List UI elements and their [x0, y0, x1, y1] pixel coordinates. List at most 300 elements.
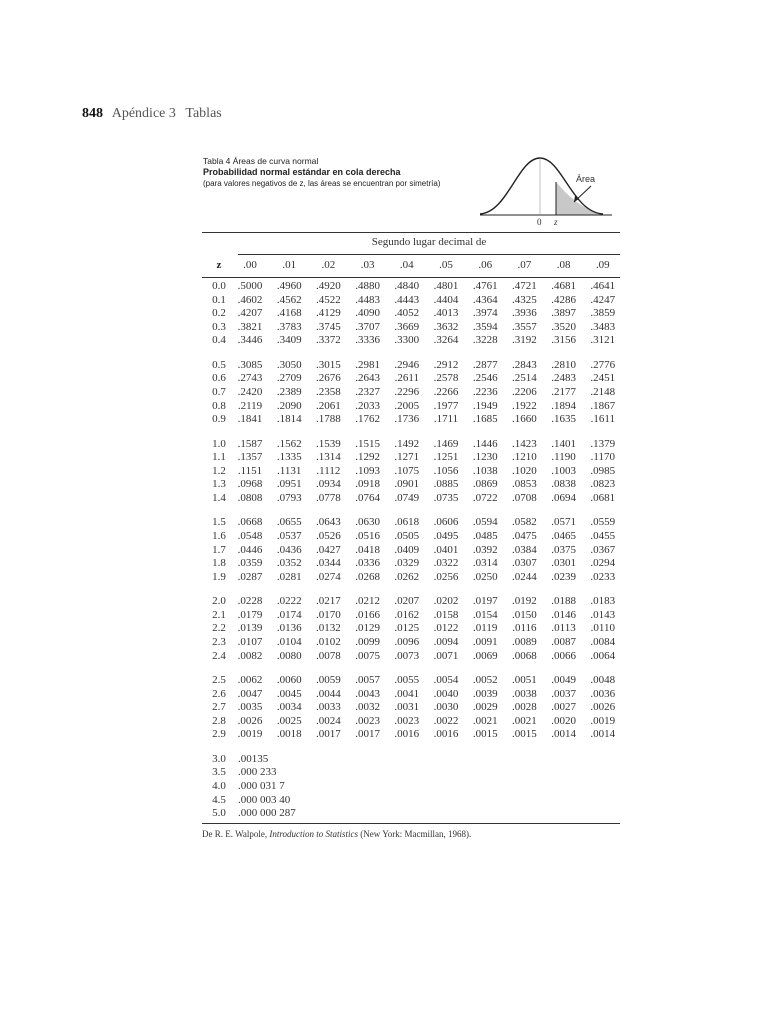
table-cell: .0084 [590, 636, 616, 648]
table-cell: .0808 [237, 492, 263, 504]
table-cell: .0256 [433, 570, 459, 583]
zero-label: 0 [537, 217, 542, 227]
table-cell: .0044 [316, 687, 341, 700]
column-header: .06 [478, 259, 493, 271]
caption-line-1: Tabla 4 Áreas de curva normal [203, 156, 319, 166]
z-value: 1.0 [212, 437, 226, 450]
table-cell: .1922 [512, 399, 537, 412]
table-cell: .0409 [394, 543, 420, 556]
table-cell: .0162 [394, 608, 420, 621]
table-cell: .0344 [316, 557, 341, 570]
table-top-rule [202, 232, 620, 233]
table-cell: .0022 [433, 714, 459, 727]
z-value: 0.9 [212, 413, 226, 426]
table-cell: .4129 [316, 307, 341, 320]
table-cell: .0102 [316, 636, 341, 648]
table-cell: .0250 [472, 570, 498, 583]
table-cell: .1210 [512, 451, 537, 464]
table-cell: .0054 [433, 674, 459, 686]
table-cell: .0154 [472, 608, 498, 621]
table-cell: .2877 [472, 358, 498, 371]
table-cell: .1867 [590, 399, 616, 412]
caption-line-2: Probabilidad normal estándar en cola derecha [203, 167, 401, 177]
table-cell: .0094 [433, 636, 459, 648]
table-cell: .0027 [551, 701, 576, 714]
z-value: 0.4 [212, 334, 226, 347]
table-cell: .0217 [316, 595, 341, 608]
table-cell: .0031 [394, 701, 420, 714]
table-cell: .4920 [316, 280, 341, 292]
table-cell: .0030 [433, 701, 459, 714]
table-cell: .0239 [551, 570, 576, 583]
table-cell: .0089 [512, 636, 537, 648]
table-cell: .0968 [237, 478, 263, 491]
table-cell: .4522 [316, 293, 341, 306]
table-cell: .1401 [551, 437, 576, 450]
caption-line-3: (para valores negativos de z, las áreas se encuentran por simetría) [203, 179, 441, 188]
table-cell: .0287 [237, 570, 263, 583]
table-cell: .1977 [433, 399, 459, 412]
table-cell: .0073 [394, 649, 420, 662]
table-cell: .3483 [590, 320, 616, 333]
table-cell: .1251 [433, 451, 459, 464]
extended-value: .000 000 287 [238, 807, 296, 820]
table-cell: .1469 [433, 437, 459, 450]
z-value: 0.8 [212, 399, 226, 412]
z-value: 1.1 [212, 451, 226, 464]
column-header-rule [202, 277, 620, 278]
table-cell: .3859 [590, 307, 616, 320]
table-cell: .0228 [237, 595, 263, 608]
table-cell: .0212 [355, 595, 380, 608]
table-cell: .0139 [237, 622, 263, 635]
table-cell: .0392 [472, 543, 498, 556]
table-cell: .0014 [590, 728, 616, 741]
table-cell: .1841 [237, 413, 263, 426]
table-cell: .2148 [590, 386, 616, 398]
table-cell: .1423 [512, 437, 537, 450]
table-cell: .0901 [394, 478, 420, 491]
table-cell: .0778 [316, 492, 341, 504]
table-cell: .1446 [472, 437, 498, 450]
table-cell: .4761 [472, 280, 498, 292]
table-cell: .0107 [237, 636, 263, 648]
table-cell: .3783 [276, 320, 302, 333]
table-cell: .2946 [394, 358, 420, 371]
table-cell: .0055 [394, 674, 420, 686]
table-cell: .1335 [276, 451, 302, 464]
table-cell: .0934 [316, 478, 341, 491]
table-cell: .2483 [551, 372, 576, 385]
table-cell: .0146 [551, 608, 576, 621]
table-cell: .0028 [512, 701, 537, 714]
table-cell: .4247 [590, 293, 616, 306]
table-cell: .0495 [433, 530, 459, 542]
z-value: 0.3 [212, 320, 226, 333]
normal-curve-figure [478, 150, 618, 230]
table-cell: .4840 [394, 280, 420, 292]
table-cell: .1075 [394, 464, 420, 477]
table-cell: .0059 [316, 674, 341, 686]
table-cell: .2810 [551, 358, 576, 371]
table-cell: .2327 [355, 386, 380, 398]
z-value: 0.6 [212, 372, 226, 385]
table-cell: .0116 [512, 622, 537, 635]
table-cell: .0367 [590, 543, 616, 556]
table-cell: .0475 [512, 530, 537, 542]
table-cell: .0021 [512, 714, 537, 727]
table-cell: .0125 [394, 622, 420, 635]
z-value: 1.9 [212, 570, 226, 583]
table-cell: .0015 [512, 728, 537, 741]
table-cell: .3121 [590, 334, 616, 347]
z-column-header: z [216, 259, 222, 271]
table-cell: .0694 [551, 492, 576, 504]
table-cell: .3669 [394, 320, 420, 333]
table-cell: .0594 [472, 516, 498, 529]
table-cell: .0294 [590, 557, 616, 570]
table-cell: .0026 [237, 714, 263, 727]
table-cell: .0485 [472, 530, 498, 542]
table-cell: .4443 [394, 293, 420, 306]
page-number: 848 [82, 106, 103, 121]
table-cell: .0446 [237, 543, 263, 556]
table-cell: .3156 [551, 334, 576, 347]
z-value: 2.2 [212, 622, 226, 635]
table-cell: .0418 [355, 543, 380, 556]
table-cell: .0104 [276, 636, 302, 648]
table-cell: .2296 [394, 386, 420, 398]
table-cell: .0618 [394, 516, 420, 529]
table-cell: .0526 [316, 530, 341, 542]
table-cell: .0793 [276, 492, 302, 504]
table-cell: .0643 [316, 516, 341, 529]
table-cell: .0166 [355, 608, 380, 621]
table-cell: .0143 [590, 608, 616, 621]
table-cell: .1587 [237, 437, 263, 450]
table-cell: .2743 [237, 372, 263, 385]
table-cell: .0606 [433, 516, 459, 529]
table-cell: .0099 [355, 636, 380, 648]
table-cell: .0207 [394, 595, 420, 608]
table-cell: .3974 [472, 307, 498, 320]
table-cell: .0188 [551, 595, 576, 608]
table-cell: .0359 [237, 557, 263, 570]
table-cell: .0174 [276, 608, 302, 621]
table-cell: .0202 [433, 595, 459, 608]
z-value: 2.7 [212, 701, 226, 714]
z-value: 2.3 [212, 636, 226, 648]
table-cell: .0060 [276, 674, 302, 686]
table-cell: .0749 [394, 492, 420, 504]
table-cell: .0036 [590, 687, 616, 700]
table-cell: .2061 [316, 399, 341, 412]
z-value: 2.9 [212, 728, 226, 741]
table-cell: .0505 [394, 530, 420, 542]
table-cell: .0262 [394, 570, 420, 583]
table-cell: .0132 [316, 622, 341, 635]
table-cell: .0122 [433, 622, 459, 635]
table-cell: .4325 [512, 293, 537, 306]
table-cell: .0029 [472, 701, 498, 714]
table-cell: .0057 [355, 674, 380, 686]
table-cell: .0066 [551, 649, 576, 662]
table-cell: .4013 [433, 307, 459, 320]
table-cell: .2177 [551, 386, 576, 398]
table-bottom-rule [202, 823, 620, 824]
table-cell: .3336 [355, 334, 380, 347]
table-cell: .1379 [590, 437, 616, 450]
table-cell: .1788 [316, 413, 341, 426]
table-cell: .0401 [433, 543, 459, 556]
table-cell: .5000 [237, 280, 263, 292]
z-value: 2.8 [212, 714, 226, 727]
z-value: 0.7 [212, 386, 226, 398]
table-cell: .0119 [473, 622, 498, 635]
table-cell: .1170 [590, 451, 615, 464]
table-cell: .0233 [590, 570, 616, 583]
table-cell: .4207 [237, 307, 263, 320]
table-cell: .0051 [512, 674, 537, 686]
table-cell: .0136 [276, 622, 302, 635]
z-value: 5.0 [212, 807, 226, 820]
table-cell: .0301 [551, 557, 576, 570]
z-value: 3.0 [212, 752, 226, 765]
bell-curve [480, 158, 603, 214]
table-cell: .1151 [237, 464, 263, 477]
z-value: 0.0 [212, 280, 226, 292]
table-cell: .0436 [276, 543, 302, 556]
table-cell: .2236 [472, 386, 498, 398]
z-value: 0.2 [212, 307, 226, 320]
z-value: 1.8 [212, 557, 226, 570]
extended-value: .000 031 7 [238, 780, 285, 792]
table-cell: .2676 [316, 372, 341, 385]
table-cell: .3632 [433, 320, 459, 333]
table-cell: .1131 [277, 464, 302, 477]
table-cell: .0329 [394, 557, 420, 570]
table-cell: .2709 [276, 372, 302, 385]
table-cell: .0113 [551, 622, 576, 635]
table-cell: .1660 [512, 413, 537, 426]
table-cell: .4364 [472, 293, 498, 306]
table-cell: .0096 [394, 636, 420, 648]
table-cell: .0375 [551, 543, 576, 556]
table-cell: .0016 [394, 728, 420, 741]
z-value: 1.6 [212, 530, 226, 542]
table-cell: .2090 [276, 399, 302, 412]
table-cell: .0764 [355, 492, 380, 504]
table-cell: .3557 [512, 320, 537, 333]
table-cell: .0026 [590, 701, 616, 714]
table-cell: .0281 [276, 570, 302, 583]
table-cell: .0384 [512, 543, 537, 556]
table-cell: .0033 [316, 701, 341, 714]
table-cell: .1736 [394, 413, 420, 426]
table-cell: .0019 [237, 728, 263, 741]
table-cell: .3594 [472, 320, 498, 333]
table-cell: .0668 [237, 516, 263, 529]
table-cell: .4602 [237, 293, 263, 306]
table-cell: .0885 [433, 478, 459, 491]
table-cell: .0548 [237, 530, 263, 542]
table-cell: .0062 [237, 674, 263, 686]
table-cell: .0078 [316, 649, 341, 662]
table-cell: .3300 [394, 334, 420, 347]
table-cell: .2611 [394, 372, 419, 385]
table-cell: .2358 [316, 386, 341, 398]
table-cell: .4052 [394, 307, 420, 320]
table-cell: .1038 [472, 464, 498, 477]
table-cell: .0069 [472, 649, 498, 662]
z-value: 4.5 [212, 793, 226, 806]
table-cell: .1003 [551, 464, 576, 477]
table-cell: .3264 [433, 334, 459, 347]
source-suffix: (New York: Macmillan, 1968). [358, 829, 472, 839]
table-cell: .0571 [551, 516, 576, 529]
table-cell: .0465 [551, 530, 576, 542]
table-cell: .0853 [512, 478, 537, 491]
table-cell: .4801 [433, 280, 459, 292]
table-cell: .0037 [551, 687, 576, 700]
table-cell: .0039 [472, 687, 498, 700]
table-cell: .0048 [590, 674, 616, 686]
area-label: Área [576, 174, 596, 184]
table-cell: .0708 [512, 492, 537, 504]
table-cell: .0582 [512, 516, 537, 529]
table-cell: .0179 [237, 608, 263, 621]
table-cell: .2912 [433, 358, 459, 371]
table-cell: .2514 [512, 372, 537, 385]
table-cell: .0110 [590, 622, 615, 635]
table-cell: .3015 [316, 358, 341, 371]
table-cell: .0537 [276, 530, 302, 542]
z-value: 2.0 [212, 595, 226, 608]
table-cell: .1357 [237, 451, 263, 464]
table-cell: .1611 [590, 413, 615, 426]
table-cell: .0071 [433, 649, 459, 662]
table-cell: .0043 [355, 687, 380, 700]
source-book-title: Introduction to Statistics [269, 829, 359, 839]
table-cell: .3707 [355, 320, 380, 333]
table-cell: .0025 [276, 714, 302, 727]
column-header: .08 [556, 259, 571, 271]
column-header: .00 [243, 259, 257, 271]
column-header: .07 [517, 259, 532, 271]
table-cell: .0021 [472, 714, 498, 727]
table-cell: .1292 [355, 451, 380, 464]
table-cell: .0951 [276, 478, 302, 491]
table-cell: .1093 [355, 464, 380, 477]
table-cell: .0045 [276, 687, 302, 700]
table-cell: .1685 [472, 413, 498, 426]
table-cell: .1056 [433, 464, 459, 477]
table-cell: .1562 [276, 437, 302, 450]
z-value: 2.1 [212, 608, 226, 621]
table-cell: .2546 [472, 372, 498, 385]
span-header-rule [238, 254, 620, 255]
table-cell: .1711 [433, 413, 459, 426]
table-cell: .0038 [512, 687, 537, 700]
z-value: 1.7 [212, 543, 226, 556]
table-cell: .0222 [276, 595, 302, 608]
table-cell: .4404 [433, 293, 459, 306]
z-value: 1.2 [212, 464, 226, 477]
table-cell: .0722 [472, 492, 498, 504]
table-cell: .2206 [512, 386, 537, 398]
table-cell: .0019 [590, 714, 616, 727]
table-cell: .0336 [355, 557, 380, 570]
table-cell: .4641 [590, 280, 616, 292]
table-cell: .0150 [512, 608, 537, 621]
source-prefix: De R. E. Walpole, [202, 829, 270, 839]
table-cell: .0082 [237, 649, 263, 662]
table-cell: .0158 [433, 608, 459, 621]
table-cell: .0192 [512, 595, 537, 608]
table-cell: .2389 [276, 386, 302, 398]
column-header: .04 [399, 259, 414, 271]
table-cell: .0017 [355, 728, 380, 741]
table-cell: .4721 [512, 280, 537, 292]
table-cell: .3520 [551, 320, 576, 333]
table-cell: .0244 [512, 570, 537, 583]
table-cell: .0516 [355, 530, 380, 542]
running-head [82, 106, 222, 122]
table-cell: .0197 [472, 595, 498, 608]
table-cell: .4960 [276, 280, 302, 292]
table-cell: .0838 [551, 478, 576, 491]
table-cell: .0040 [433, 687, 459, 700]
table-cell: .0274 [316, 570, 341, 583]
table-cell: .0455 [590, 530, 616, 542]
table-cell: .1314 [316, 451, 341, 464]
table-cell: .0041 [394, 687, 420, 700]
table-cell: .0017 [316, 728, 341, 741]
source-note [202, 829, 471, 839]
table-cell: .3192 [512, 334, 537, 347]
table-cell: .0170 [316, 608, 341, 621]
table-cell: .0034 [276, 701, 302, 714]
table-cell: .0559 [590, 516, 616, 529]
table-cell: .1635 [551, 413, 576, 426]
z-value: 0.5 [212, 358, 226, 371]
table-cell: .2451 [590, 372, 616, 385]
table-cell: .1020 [512, 464, 537, 477]
table-cell: .0052 [472, 674, 498, 686]
table-cell: .1814 [276, 413, 302, 426]
table-cell: .0015 [472, 728, 498, 741]
table-cell: .0091 [472, 636, 498, 648]
table-cell: .1539 [316, 437, 341, 450]
z-label: z [554, 217, 558, 227]
table-cell: .0087 [551, 636, 576, 648]
table-cell: .0985 [590, 464, 616, 477]
table-cell: .0023 [394, 714, 420, 727]
table-caption [203, 156, 440, 189]
table-cell: .3409 [276, 334, 302, 347]
z-value: 1.4 [212, 492, 226, 504]
table-cell: .0129 [355, 622, 380, 635]
table-cell: .2981 [355, 358, 380, 371]
z-value: 2.4 [212, 649, 226, 662]
table-cell: .2643 [355, 372, 380, 385]
table-cell: .0020 [551, 714, 576, 727]
table-cell: .1271 [394, 451, 420, 464]
column-header: .03 [360, 259, 375, 271]
table-cell: .0681 [590, 492, 616, 504]
column-header: .01 [282, 259, 297, 271]
table-cell: .1894 [551, 399, 576, 412]
